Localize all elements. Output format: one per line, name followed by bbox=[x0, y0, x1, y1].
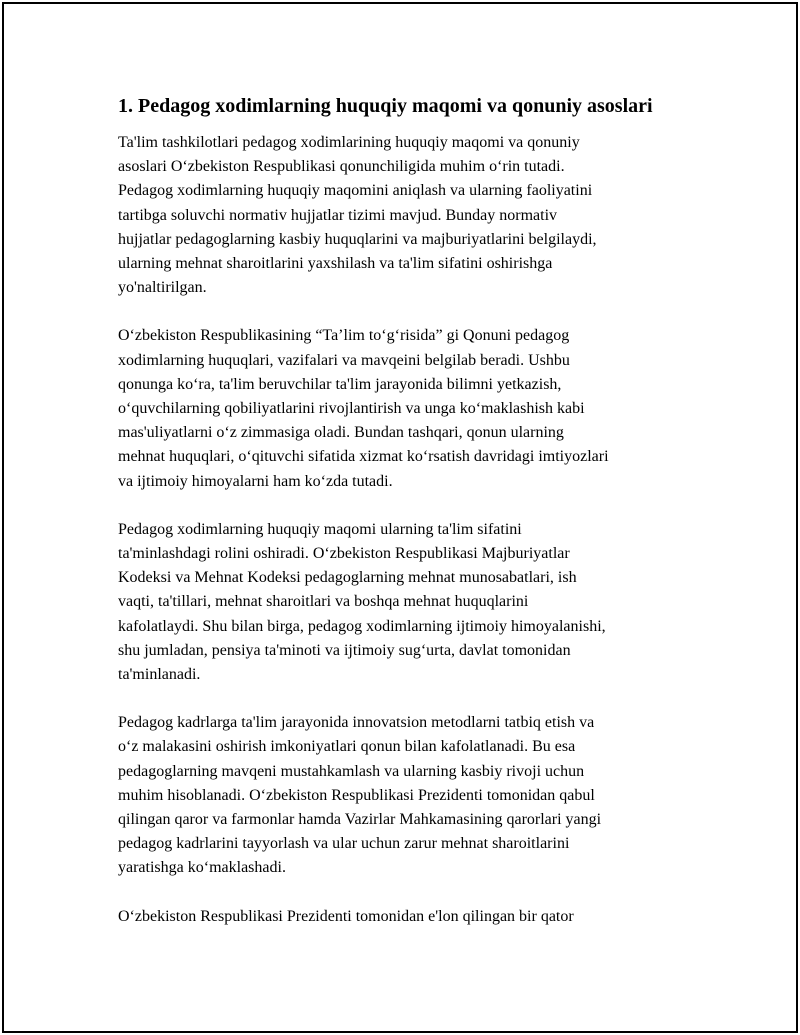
text-line: pedagoglarning mavqeni mustahkamlash va ularning kasbiy rivoji uchun bbox=[118, 762, 585, 780]
text-line: O‘zbekiston Respublikasi Prezidenti tomonidan e'lon qilingan bir qator bbox=[118, 907, 574, 925]
text-line: yo'naltirilgan. bbox=[118, 279, 207, 297]
text-line: Ta'lim tashkilotlari pedagog xodimlarining huquqiy maqomi va qonuniy bbox=[118, 134, 580, 151]
text-line: Kodeksi va Mehnat Kodeksi pedagoglarning mehnat munosabatlari, ish bbox=[118, 569, 577, 587]
text-line: mehnat huquqlari, o‘qituvchi sifatida xizmat ko‘rsatish davridagi imtiyozlari bbox=[118, 448, 609, 466]
text-line: xodimlarning huquqlari, vazifalari va mavqeini belgilab beradi. Ushbu bbox=[118, 351, 570, 369]
text-line: asoslari O‘zbekiston Respublikasi qonunchiligida muhim o‘rin tutadi. bbox=[118, 158, 565, 176]
text-line: ta'minlashdagi rolini oshiradi. O‘zbekiston Respublikasi Majburiyatlar bbox=[118, 545, 570, 563]
text-line: ta'minlanadi. bbox=[118, 666, 201, 684]
paragraph-innovation bbox=[118, 711, 694, 880]
paragraph-labor-code bbox=[118, 518, 694, 687]
paragraph-education-law bbox=[118, 324, 694, 493]
text-line: o‘quvchilarning qobiliyatlarini rivojlantirish va unga ko‘maklashish kabi bbox=[118, 400, 585, 418]
text-line: Pedagog kadrlarga ta'lim jarayonida innovatsion metodlarni tatbiq etish va bbox=[118, 714, 595, 732]
text-line: vaqti, ta'tillari, mehnat sharoitlari va boshqa mehnat huquqlarini bbox=[118, 593, 529, 611]
text-line: pedagog kadrlarini tayyorlash va ular uchun zarur mehnat sharoitlarini bbox=[118, 835, 570, 853]
text-line: kafolatlaydi. Shu bilan birga, pedagog xodimlarning ijtimoiy himoyalanishi, bbox=[118, 617, 606, 635]
text-line: mas'uliyatlarni o‘z zimmasiga oladi. Bundan tashqari, qonun ularning bbox=[118, 424, 564, 442]
text-line: va ijtimoiy himoyalarni ham ko‘zda tutadi. bbox=[118, 472, 393, 490]
text-line: ularning mehnat sharoitlarini yaxshilash va ta'lim sifatini oshirishga bbox=[118, 255, 553, 273]
text-line: muhim hisoblanadi. O‘zbekiston Respublikasi Prezidenti tomonidan qabul bbox=[118, 786, 595, 804]
text-line: hujjatlar pedagoglarning kasbiy huquqlarini va majburiyatlarini belgilaydi, bbox=[118, 230, 597, 248]
text-line: qilingan qaror va farmonlar hamda Vazirlar Mahkamasining qarorlari yangi bbox=[118, 811, 602, 829]
paragraph-presidential-decrees bbox=[118, 905, 694, 929]
text-line: qonunga ko‘ra, ta'lim beruvchilar ta'lim jarayonida bilimni yetkazish, bbox=[118, 375, 562, 393]
text-line: Pedagog xodimlarning huquqiy maqomi ularning ta'lim sifatini bbox=[118, 520, 522, 538]
section-heading: 1. Pedagog xodimlarning huquqiy maqomi va qonuniy asoslari bbox=[118, 95, 653, 117]
text-line: O‘zbekiston Respublikasining “Ta’lim to‘g‘risida” gi Qonuni pedagog bbox=[118, 327, 570, 345]
text-line: o‘z malakasini oshirish imkoniyatlari qonun bilan kafolatlanadi. Bu esa bbox=[118, 738, 576, 756]
text-line: yaratishga ko‘maklashadi. bbox=[118, 859, 286, 877]
text-line: shu jumladan, pensiya ta'minoti va ijtimoiy sug‘urta, davlat tomonidan bbox=[118, 641, 571, 659]
document-body bbox=[118, 93, 694, 953]
paragraph-legal-status bbox=[118, 131, 694, 300]
text-line: Pedagog xodimlarning huquqiy maqomini aniqlash va ularning faoliyatini bbox=[118, 182, 593, 200]
text-line: tartibga soluvchi normativ hujjatlar tizimi mavjud. Bunday normativ bbox=[118, 206, 558, 224]
